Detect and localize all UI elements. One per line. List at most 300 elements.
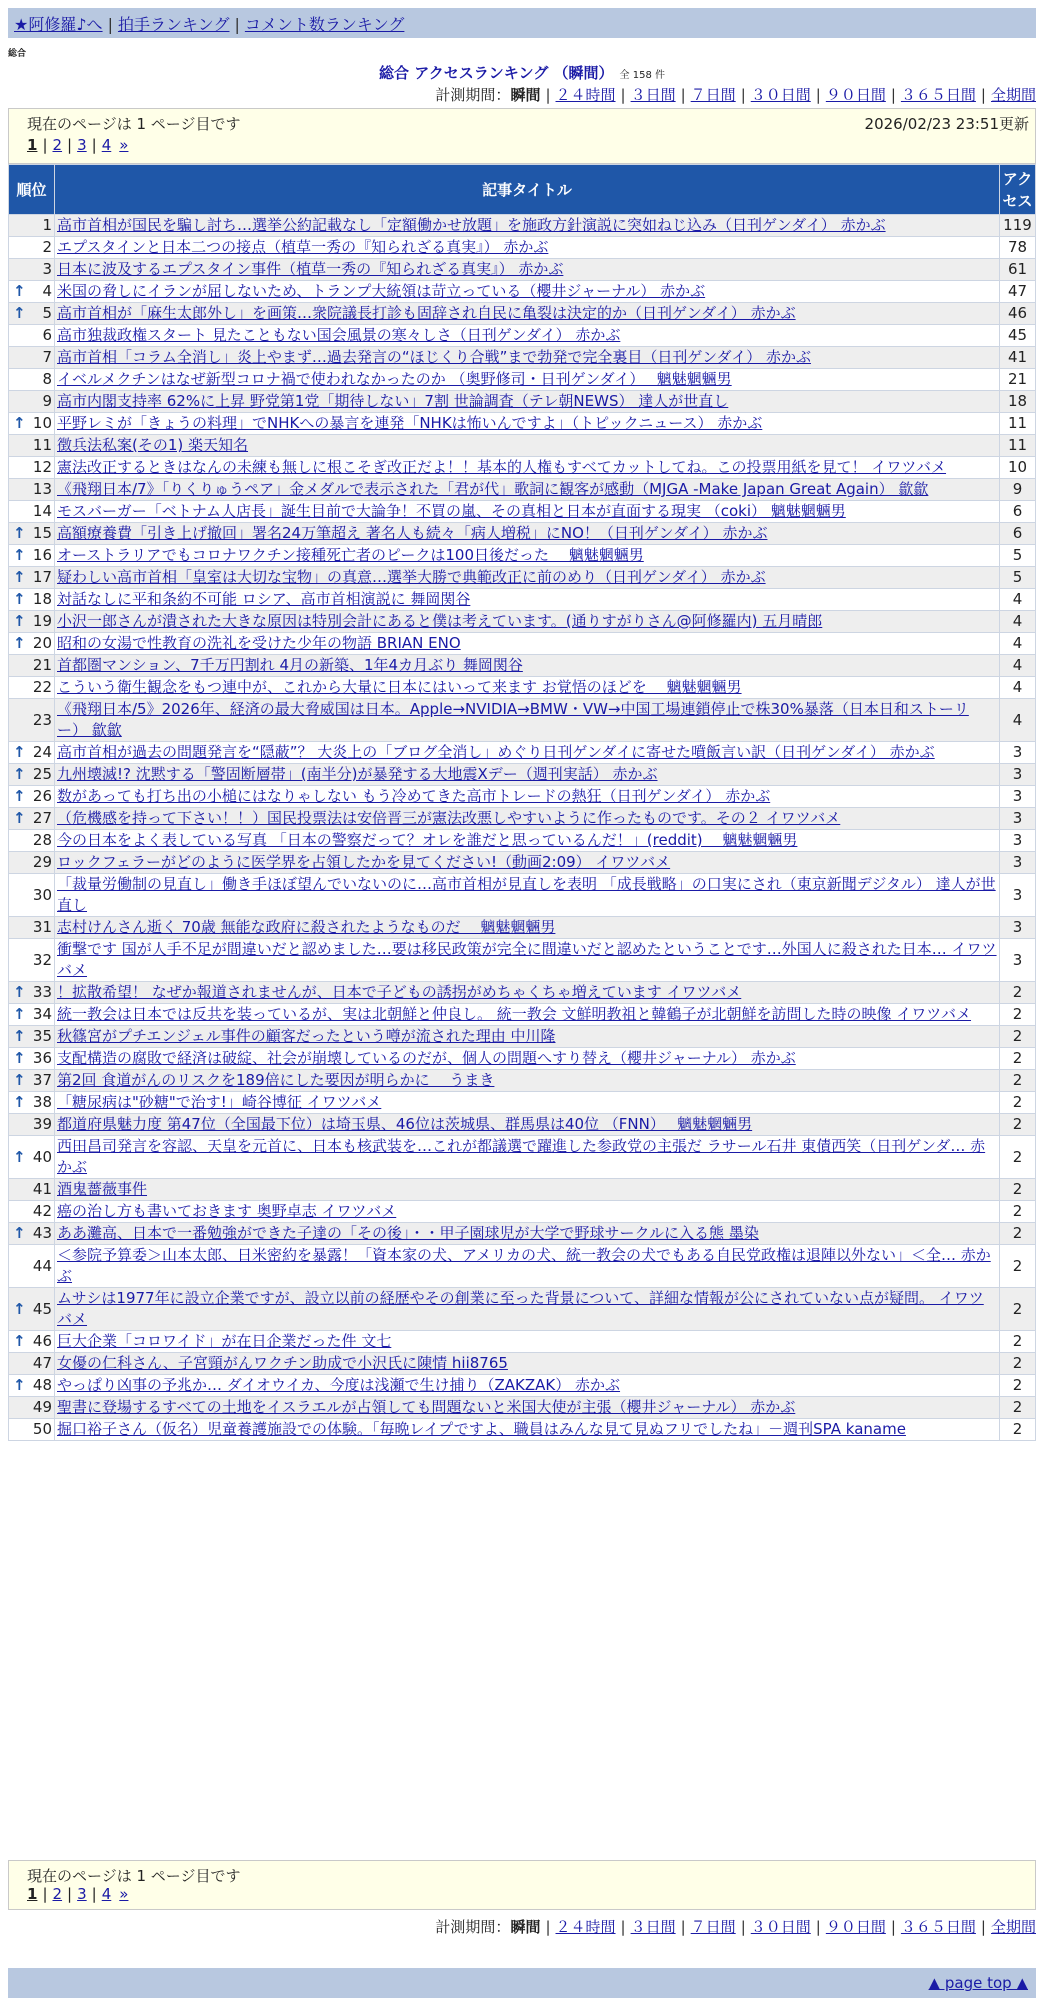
ranking-row — [9, 303, 1036, 325]
rank-number: 20 — [32, 634, 52, 652]
rank-number: 37 — [32, 1071, 52, 1089]
rank-cell — [9, 1026, 55, 1048]
rank-cell — [9, 1048, 55, 1070]
access-count: 11 — [1000, 435, 1036, 457]
ranking-row — [9, 939, 1036, 982]
access-count: 11 — [1000, 413, 1036, 435]
rank-number: 42 — [32, 1202, 52, 1220]
article-title-link[interactable]: （危機感を持って下さい！！）国民投票法は安倍晋三が憲法改悪しやすいように作ったものです。その２ イワツバメ — [57, 809, 841, 827]
article-title-link[interactable]: 昭和の女湯で性教育の洗礼を受けた少年の物語 BRIAN ENO — [57, 634, 461, 652]
access-count: 2 — [1000, 1353, 1036, 1375]
article-title-link[interactable]: 「糖尿病は"砂糖"で治す!」崎谷博征 イワツバメ — [57, 1093, 382, 1111]
ranking-row — [9, 1223, 1036, 1245]
title-cell — [55, 215, 1000, 237]
rank-number: 33 — [32, 983, 52, 1001]
title-cell — [55, 281, 1000, 303]
access-count: 4 — [1000, 611, 1036, 633]
ranking-row — [9, 347, 1036, 369]
access-count: 6 — [1000, 501, 1036, 523]
article-title-link[interactable]: 日本に波及するエプスタイン事件（植草一秀の『知られざる真実』） 赤かぶ — [57, 260, 564, 278]
title-cell — [55, 764, 1000, 786]
title-cell — [55, 699, 1000, 742]
period-separator: | — [680, 1918, 686, 1936]
ranking-row — [9, 764, 1036, 786]
title-cell — [55, 391, 1000, 413]
article-title-link[interactable]: 高市首相「コラム全消し」炎上やまず…過去発言の“ほじくり合戦”まで勃発で完全裏目（日刊ゲンダイ） 赤かぶ — [57, 348, 811, 366]
period-option-link[interactable]: ３日間 — [630, 86, 676, 104]
ranking-row — [9, 786, 1036, 808]
period-separator: | — [620, 1918, 626, 1936]
article-title-link[interactable]: やっぱり凶事の予兆か… ダイオウイカ、今度は浅瀬で生け捕り（ZAKZAK） 赤かぶ — [57, 1376, 621, 1394]
rank-number: 6 — [42, 326, 52, 344]
home-link[interactable]: ★阿修羅♪へ — [14, 15, 103, 34]
title-cell — [55, 1048, 1000, 1070]
rank-up-arrow-icon: ↑ — [13, 983, 26, 1001]
article-title-link[interactable]: 米国の脅しにイランが屈しないため、トランプ大統領は苛立っている（櫻井ジャーナル） 赤かぶ — [57, 282, 706, 300]
access-count: 3 — [1000, 917, 1036, 939]
rank-number: 43 — [32, 1224, 52, 1242]
rank-number: 4 — [42, 282, 52, 300]
rank-number: 41 — [32, 1180, 52, 1198]
rank-number: 10 — [32, 414, 52, 432]
article-title-link[interactable]: 平野レミが「きょうの料理」でNHKへの暴言を連発「NHKは怖いんですよ」（トピックニュース） 赤かぶ — [57, 414, 763, 432]
rank-number: 2 — [42, 238, 52, 256]
rank-number: 22 — [32, 678, 52, 696]
title-cell — [55, 939, 1000, 982]
rank-cell — [9, 259, 55, 281]
article-title-link[interactable]: 高市首相が過去の問題発言を“隠蔽”？ 大炎上の「ブログ全消し」めぐり日刊ゲンダイに寄せた噴飯言い訳（日刊ゲンダイ） 赤かぶ — [57, 743, 935, 761]
rank-cell — [9, 479, 55, 501]
title-cell — [55, 1070, 1000, 1092]
rank-number: 23 — [32, 710, 52, 729]
article-title-link[interactable]: 高市独裁政権スタート 見たこともない国会風景の寒々しさ（日刊ゲンダイ） 赤かぶ — [57, 326, 621, 344]
rank-up-arrow-icon: ↑ — [13, 1005, 26, 1023]
rank-up-arrow-icon: ↑ — [13, 1376, 26, 1394]
rank-up-arrow-icon: ↑ — [13, 809, 26, 827]
title-cell — [55, 655, 1000, 677]
rank-up-arrow-icon: ↑ — [13, 1027, 26, 1045]
rank-number: 9 — [42, 392, 52, 410]
rank-cell — [9, 1070, 55, 1092]
rank-number: 19 — [32, 612, 52, 630]
period-option-link[interactable]: ９０日間 — [825, 86, 886, 104]
rank-cell — [9, 501, 55, 523]
article-title-link[interactable]: 疑わしい高市首相「皇室は大切な宝物」の真意…選挙大勝で典範改正に前のめり（日刊ゲンダイ） 赤かぶ — [57, 568, 766, 586]
ranking-row — [9, 1026, 1036, 1048]
period-separator: | — [620, 86, 626, 104]
rank-up-arrow-icon: ↑ — [13, 590, 26, 608]
access-count: 4 — [1000, 677, 1036, 699]
page-separator: | — [91, 1885, 97, 1903]
access-count: 3 — [1000, 786, 1036, 808]
rank-cell — [9, 325, 55, 347]
period-option-link[interactable]: 全期間 — [990, 86, 1036, 104]
access-count: 47 — [1000, 281, 1036, 303]
rank-number: 50 — [32, 1420, 52, 1438]
access-count: 6 — [1000, 523, 1036, 545]
article-title-link[interactable]: オーストラリアでもコロナワクチン接種死亡者のピークは100日後だった 魑魅魍魎男 — [57, 546, 644, 564]
article-title-link[interactable]: 第2回 食道がんのリスクを189倍にした要因が明らかに うまき — [57, 1071, 495, 1089]
rank-cell — [9, 830, 55, 852]
article-title-link[interactable]: ！拡散希望！ なぜか報道されませんが、日本で子どもの誘拐がめちゃくちゃ増えています イワツバメ — [57, 983, 742, 1001]
article-title-link[interactable]: 九州壊滅!? 沈黙する「警固断層帯」(南半分)が暴発する大地震Xデー（週刊実話） 赤かぶ — [57, 765, 658, 783]
title-cell — [55, 435, 1000, 457]
access-count: 2 — [1000, 1092, 1036, 1114]
update-time: 2026/02/23 23:51更新 — [864, 115, 1029, 133]
article-title-link[interactable]: 統一教会は日本では反共を装っているが、実は北朝鮮と仲良し。 統一教会 文鮮明教祖と韓鶴子が北朝鮮を訪問した時の映像 イワツバメ — [57, 1005, 972, 1023]
access-count: 2 — [1000, 1245, 1036, 1288]
rank-cell — [9, 545, 55, 567]
title-cell — [55, 1288, 1000, 1331]
period-separator: | — [740, 1918, 746, 1936]
access-count: 3 — [1000, 874, 1036, 917]
rank-up-arrow-icon: ↑ — [13, 1093, 26, 1111]
rank-cell — [9, 1179, 55, 1201]
ranking-row — [9, 1070, 1036, 1092]
access-count: 2 — [1000, 1136, 1036, 1179]
rank-up-arrow-icon: ↑ — [13, 743, 26, 761]
ranking-row — [9, 874, 1036, 917]
article-title-link[interactable]: 秋篠宮がプチエンジェル事件の顧客だったという噂が流された理由 中川隆 — [57, 1027, 556, 1045]
ranking-row — [9, 677, 1036, 699]
access-count: 45 — [1000, 325, 1036, 347]
rank-number: 3 — [42, 260, 52, 278]
title-cell — [55, 347, 1000, 369]
ranking-title: 総合 アクセスランキング （瞬間） — [379, 64, 614, 82]
article-title-link[interactable]: 憲法改正するときはなんの未練も無しに根こそぎ改正だよ！！基本的人権もすべてカットしてね。この投票用紙を見て！ イワツバメ — [57, 458, 947, 476]
article-title-link[interactable]: 高市首相が国民を騙し討ち…選挙公約記載なし「定額働かせ放題」を施政方針演説に突如ねじ込み（日刊ゲンダイ） 赤かぶ — [57, 216, 886, 234]
next-page-link[interactable]: » — [119, 1885, 129, 1903]
ranking-row — [9, 633, 1036, 655]
access-count: 2 — [1000, 1375, 1036, 1397]
article-title-link[interactable]: 徴兵法私案(その1) 楽天知名 — [57, 436, 249, 454]
rank-up-arrow-icon: ↑ — [13, 414, 26, 432]
rank-cell — [9, 611, 55, 633]
rank-number: 16 — [32, 546, 52, 564]
ranking-table — [8, 164, 1036, 1441]
ranking-row — [9, 1331, 1036, 1353]
article-title-link[interactable]: 支配構造の腐敗で経済は破綻、社会が崩壊しているのだが、個人の問題へすり替え（櫻井ジャーナル） 赤かぶ — [57, 1049, 796, 1067]
rank-up-arrow-icon: ↑ — [13, 612, 26, 630]
rank-number: 13 — [32, 480, 52, 498]
period-option-link[interactable]: ７日間 — [690, 1918, 736, 1936]
rank-cell — [9, 939, 55, 982]
access-count: 2 — [1000, 1288, 1036, 1331]
ranking-row — [9, 501, 1036, 523]
access-count: 2 — [1000, 1331, 1036, 1353]
title-cell — [55, 874, 1000, 917]
page-link[interactable]: 3 — [77, 1885, 87, 1903]
article-title-link[interactable]: 巨大企業「コロワイド」が在日企業だった件 文七 — [57, 1332, 392, 1350]
page-separator: | — [67, 136, 73, 154]
period-option-link[interactable]: ３０日間 — [750, 1918, 811, 1936]
rank-cell — [9, 1288, 55, 1331]
page-status-panel-top — [8, 108, 1036, 164]
rank-number: 8 — [42, 370, 52, 388]
article-title-link[interactable]: 都道府県魅力度 第47位（全国最下位）は埼玉県、46位は茨城県、群馬県は40位 （FNN） 魑魅魍魎男 — [57, 1115, 753, 1133]
article-title-link[interactable]: ああ灘高、日本で一番勉強ができた子達の「その後」・・甲子園球児が大学で野球サークルに入る態 墨染 — [57, 1224, 759, 1242]
period-selector-top — [435, 84, 1036, 105]
rank-up-arrow-icon: ↑ — [13, 1224, 26, 1242]
ranking-row — [9, 1004, 1036, 1026]
period-label: 計測期間： — [435, 86, 511, 104]
access-count: 5 — [1000, 567, 1036, 589]
rank-cell — [9, 1419, 55, 1441]
rank-header: 順位 — [9, 165, 55, 215]
article-title-link[interactable]: 「裁量労働制の見直し」働き手ほぼ望んでいないのに…高市首相が見直しを表明 「成長戦略」の口実にされ（東京新聞デジタル） 達人が世直し — [57, 875, 996, 914]
page-link[interactable]: 2 — [52, 136, 63, 154]
access-count: 2 — [1000, 1070, 1036, 1092]
access-count: 4 — [1000, 699, 1036, 742]
period-label: 計測期間： — [435, 1918, 511, 1936]
ranking-row — [9, 237, 1036, 259]
ranking-row — [9, 259, 1036, 281]
ranking-row — [9, 391, 1036, 413]
access-count: 3 — [1000, 939, 1036, 982]
rank-cell — [9, 1201, 55, 1223]
title-cell — [55, 1201, 1000, 1223]
period-option-link[interactable]: 全期間 — [990, 1918, 1036, 1936]
rank-number: 27 — [32, 809, 52, 827]
ranking-row — [9, 1092, 1036, 1114]
article-title-link[interactable]: 高市内閣支持率 62%に上昇 野党第1党「期待しない」7割 世論調査（テレ朝NEWS） 達人が世直し — [57, 392, 729, 410]
article-title-link[interactable]: 西田昌司発言を容認、天皇を元首に、日本も核武装を…これが都議選で躍進した参政党の主張だ ラサール石井 東債西笑（日刊ゲンダ… 赤かぶ — [57, 1137, 986, 1176]
ranking-row — [9, 1288, 1036, 1331]
nav-separator: | — [234, 15, 240, 34]
rank-cell — [9, 1004, 55, 1026]
article-title-link[interactable]: 酒鬼薔薇事件 — [57, 1180, 148, 1198]
access-count: 2 — [1000, 1004, 1036, 1026]
rank-number: 7 — [42, 348, 52, 366]
rank-number: 11 — [32, 436, 52, 454]
page-status: 現在のページは 1 ページ目です — [27, 115, 241, 133]
rank-number: 34 — [32, 1005, 52, 1023]
rank-cell — [9, 1092, 55, 1114]
comment-ranking-link[interactable]: コメント数ランキング — [244, 15, 405, 34]
ranking-row — [9, 1136, 1036, 1179]
article-title-link[interactable]: ムサシは1977年に設立企業ですが、設立以前の経歴やその創業に至った背景について、詳細な情報が公にされていない点が疑問。 イワツバメ — [57, 1289, 984, 1328]
title-cell — [55, 677, 1000, 699]
rank-cell — [9, 457, 55, 479]
page-separator: | — [42, 136, 48, 154]
rank-number: 44 — [32, 1256, 52, 1275]
ranking-row — [9, 742, 1036, 764]
article-title-link[interactable]: 首都圏マンション、7千万円割れ 4月の新築、1年4カ月ぶり 舞岡関谷 — [57, 656, 523, 674]
rank-cell — [9, 1223, 55, 1245]
article-title-link[interactable]: ロックフェラーがどのように医学界を占領したかを見てください!（動画2:09） イワツバメ — [57, 853, 671, 871]
nav-separator: | — [107, 15, 113, 34]
article-title-link[interactable]: エプスタインと日本二つの接点（植草一秀の『知られざる真実』） 赤かぶ — [57, 238, 549, 256]
period-separator: | — [980, 1918, 986, 1936]
article-title-link[interactable]: 女優の仁科さん、子宮頸がんワクチン助成で小沢氏に陳情 hii8765 — [57, 1354, 508, 1372]
bottom-bar — [8, 1968, 1036, 1998]
category-tag: 総合 — [8, 49, 27, 59]
total-count: 全 158 件 — [619, 70, 665, 81]
access-count: 9 — [1000, 479, 1036, 501]
ranking-row — [9, 699, 1036, 742]
rank-number: 18 — [32, 590, 52, 608]
rank-up-arrow-icon: ↑ — [13, 1071, 26, 1089]
title-cell — [55, 808, 1000, 830]
rank-cell — [9, 764, 55, 786]
period-option-link[interactable]: ２４時間 — [555, 86, 616, 104]
applause-ranking-link[interactable]: 拍手ランキング — [117, 15, 230, 34]
rank-cell — [9, 742, 55, 764]
article-title-link[interactable]: 衝撃です 国が人手不足が間違いだと認めました…要は移民政策が完全に間違いだと認めたということです…外国人に殺された日本… イワツバメ — [57, 940, 997, 979]
rank-cell — [9, 1353, 55, 1375]
access-count: 2 — [1000, 982, 1036, 1004]
rank-cell — [9, 633, 55, 655]
rank-number: 40 — [32, 1147, 52, 1166]
article-title-link[interactable]: 掘口裕子さん（仮名）児童養護施設での体験。「毎晩レイプですよ、職員はみんな見て見ぬフリでしたね」－週刊SPA kaname — [57, 1420, 906, 1438]
rank-number: 1 — [42, 216, 52, 234]
rank-number: 36 — [32, 1049, 52, 1067]
rank-cell — [9, 808, 55, 830]
title-cell — [55, 742, 1000, 764]
access-count: 119 — [1000, 215, 1036, 237]
title-cell — [55, 325, 1000, 347]
title-cell — [55, 303, 1000, 325]
rank-cell — [9, 874, 55, 917]
rank-cell — [9, 589, 55, 611]
rank-up-arrow-icon: ↑ — [13, 282, 26, 300]
rank-number: 14 — [32, 502, 52, 520]
period-option-link[interactable]: ２４時間 — [555, 1918, 616, 1936]
article-title-link[interactable]: 《飛翔日本/5》2026年、経済の最大脅威国は日本。Apple→NVIDIA→BMW・VW→中国工場連鎖停止で株30%暴落（日本日和ストーリー） 歙歙 — [57, 700, 969, 739]
rank-up-arrow-icon: ↑ — [13, 546, 26, 564]
ranking-row — [9, 215, 1036, 237]
rank-cell — [9, 281, 55, 303]
access-count: 78 — [1000, 237, 1036, 259]
article-title-link[interactable]: 《飛翔日本/7》「りくりゅうペア」金メダルで表示された「君が代」歌詞に観客が感動（MJGA -Make Japan Great Again） 歙歙 — [57, 480, 929, 498]
access-count: 2 — [1000, 1201, 1036, 1223]
rank-cell — [9, 303, 55, 325]
rank-cell — [9, 391, 55, 413]
period-separator: | — [815, 1918, 821, 1936]
ranking-row — [9, 1353, 1036, 1375]
rank-up-arrow-icon: ↑ — [13, 568, 26, 586]
period-separator: | — [890, 1918, 896, 1936]
period-option-link[interactable]: ９０日間 — [825, 1918, 886, 1936]
ranking-row — [9, 567, 1036, 589]
access-count: 2 — [1000, 1179, 1036, 1201]
page-link[interactable]: 4 — [101, 1885, 112, 1903]
period-option-link[interactable]: ３日間 — [630, 1918, 676, 1936]
rank-cell — [9, 982, 55, 1004]
ranking-row — [9, 1114, 1036, 1136]
access-count: 18 — [1000, 391, 1036, 413]
rank-number: 15 — [32, 524, 52, 542]
rank-number: 17 — [32, 568, 52, 586]
page-link[interactable]: 2 — [52, 1885, 63, 1903]
rank-cell — [9, 852, 55, 874]
page-status-panel-bottom — [8, 1860, 1036, 1910]
rank-cell — [9, 369, 55, 391]
article-title-link[interactable]: こういう衛生観念をもつ連中が、これから大量に日本にはいって来ます お覚悟のほどを 魑魅魍魎男 — [57, 678, 742, 696]
title-cell — [55, 479, 1000, 501]
rank-cell — [9, 917, 55, 939]
page-link[interactable]: 4 — [101, 136, 112, 154]
ranking-row — [9, 413, 1036, 435]
ranking-row — [9, 982, 1036, 1004]
article-title-link[interactable]: 志村けんさん逝く 70歳 無能な政府に殺されたようなものだ 魑魅魍魎男 — [57, 918, 556, 936]
period-option-link[interactable]: ３６５日間 — [900, 1918, 976, 1936]
period-separator: | — [890, 86, 896, 104]
title-cell — [55, 501, 1000, 523]
period-separator: | — [680, 86, 686, 104]
article-title-link[interactable]: 今の日本をよく表している写真 「日本の警察だって？オレを誰だと思っているんだ！」(reddit) 魑魅魍魎男 — [57, 831, 798, 849]
rank-number: 28 — [32, 831, 52, 849]
access-count: 4 — [1000, 655, 1036, 677]
page-top-link[interactable]: ▲ page top ▲ — [928, 1974, 1028, 1992]
article-title-link[interactable]: 対話なしに平和条約不可能 ロシア、高市首相演説に 舞岡関谷 — [57, 590, 471, 608]
ranking-row — [9, 281, 1036, 303]
article-title-link[interactable]: 数があっても打ち出の小槌にはなりゃしない もう冷めてきた高市トレードの熱狂（日刊ゲンダイ） 赤かぶ — [57, 787, 771, 805]
article-title-link[interactable]: モスバーガー「ベトナム人店長」誕生目前で大論争！不買の嵐、その真相と日本が直面する現実 （coki） 魑魅魍魎男 — [57, 502, 846, 520]
rank-cell — [9, 1114, 55, 1136]
rank-cell — [9, 435, 55, 457]
rank-cell — [9, 1375, 55, 1397]
page-status: 現在のページは 1 ページ目です — [27, 1867, 241, 1885]
ranking-row — [9, 1245, 1036, 1288]
article-title-link[interactable]: イベルメクチンはなぜ新型コロナ禍で使われなかったのか （奥野修司・日刊ゲンダイ） 魑魅魍魎男 — [57, 370, 732, 388]
rank-number: 30 — [32, 885, 52, 904]
access-count: 2 — [1000, 1114, 1036, 1136]
access-count: 3 — [1000, 742, 1036, 764]
access-count: 3 — [1000, 830, 1036, 852]
next-page-link[interactable]: » — [119, 136, 129, 154]
rank-cell — [9, 655, 55, 677]
access-count: 4 — [1000, 589, 1036, 611]
access-count: 2 — [1000, 1397, 1036, 1419]
ranking-row — [9, 1375, 1036, 1397]
period-option-link[interactable]: ３０日間 — [750, 86, 811, 104]
page-separator: | — [67, 1885, 73, 1903]
period-current: 瞬間 — [510, 1918, 541, 1936]
period-option-link[interactable]: ３６５日間 — [900, 86, 976, 104]
rank-up-arrow-icon: ↑ — [13, 1299, 26, 1318]
article-title-link[interactable]: 高市首相が「麻生太郎外し」を画策…衆院議長打診も固辞され自民に亀裂は決定的か（日刊ゲンダイ） 赤かぶ — [57, 304, 796, 322]
rank-number: 5 — [42, 304, 52, 322]
title-cell — [55, 1026, 1000, 1048]
rank-cell — [9, 1331, 55, 1353]
title-cell — [55, 1136, 1000, 1179]
ranking-row — [9, 655, 1036, 677]
article-title-link[interactable]: 癌の治し方も書いておきます 奥野卓志 イワツバメ — [57, 1202, 397, 1220]
rank-up-arrow-icon: ↑ — [13, 1049, 26, 1067]
page-link[interactable]: 3 — [77, 136, 87, 154]
rank-up-arrow-icon: ↑ — [13, 1147, 26, 1166]
article-title-link[interactable]: 高額療養費「引き上げ撤回」署名24万筆超え 著名人も続々「病人増税」にNO！（日刊ゲンダイ） 赤かぶ — [57, 524, 768, 542]
article-title-link[interactable]: 小沢一郎さんが潰された大きな原因は特別会計にあると僕は考えています。(通りすがりさん@阿修羅内) 五月晴郎 — [57, 612, 823, 630]
period-option-link[interactable]: ７日間 — [690, 86, 736, 104]
title-cell — [55, 1331, 1000, 1353]
title-cell — [55, 633, 1000, 655]
rank-number: 38 — [32, 1093, 52, 1111]
pagination — [27, 1885, 128, 1903]
title-cell — [55, 413, 1000, 435]
ranking-row — [9, 1179, 1036, 1201]
article-title-link[interactable]: 聖書に登場するすべての土地をイスラエルが占領しても問題ないと米国大使が主張（櫻井ジャーナル） 赤かぶ — [57, 1398, 796, 1416]
article-title-link[interactable]: ＜参院予算委＞山本太郎、日米密約を暴露！「資本家の犬、アメリカの犬、統一教会の犬でもある自民党政権は退陣以外ない」＜全… 赤かぶ — [57, 1246, 991, 1285]
period-separator: | — [815, 86, 821, 104]
rank-number: 24 — [32, 743, 52, 761]
ranking-row — [9, 325, 1036, 347]
title-cell — [55, 852, 1000, 874]
top-nav-bar — [8, 8, 1036, 38]
title-cell — [55, 786, 1000, 808]
table-header — [9, 165, 1036, 215]
